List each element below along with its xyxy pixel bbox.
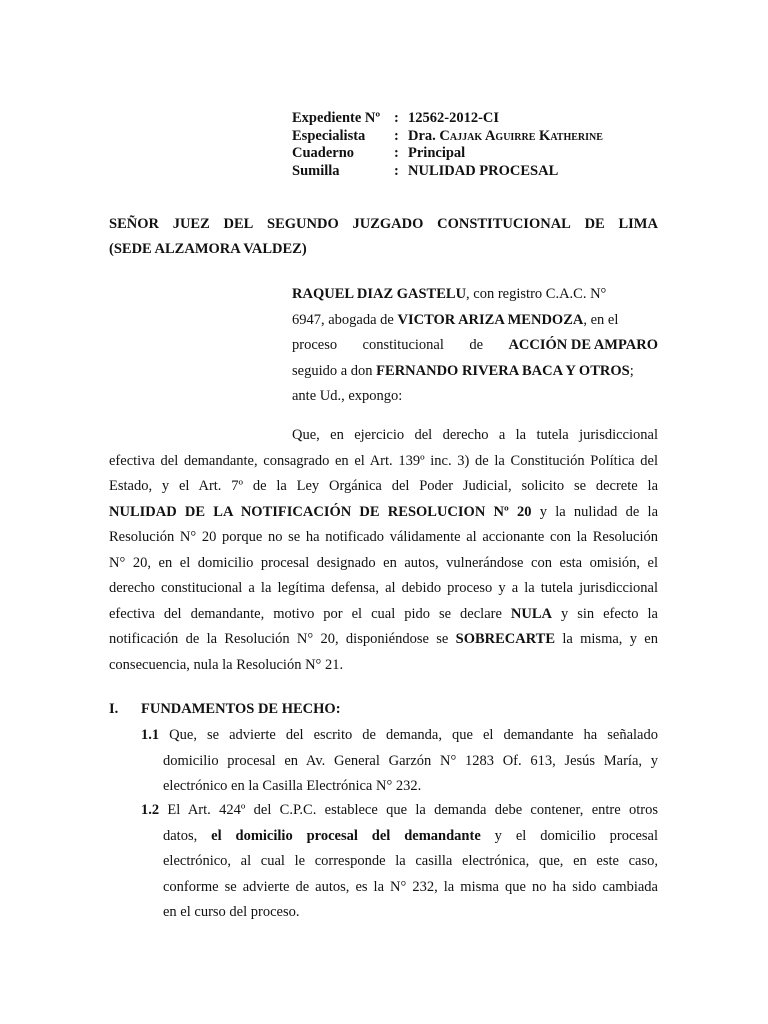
item-line: domicilio procesal en Av. General Garzón N° 1283 Of. 613, Jesús María, y xyxy=(163,752,658,769)
addressee-word: DE xyxy=(584,216,605,232)
petitioner-line xyxy=(292,359,658,385)
header-label: Sumilla xyxy=(292,162,340,179)
section-number: I. xyxy=(109,701,119,717)
item-line xyxy=(141,723,658,749)
petitioner-line-2 xyxy=(292,308,618,334)
addressee-word: LIMA xyxy=(618,216,658,232)
header-value: 12562-2012-CI xyxy=(408,110,500,126)
header-value-specialist-name: Cajjak Aguirre Katherine xyxy=(439,127,603,144)
item-line xyxy=(141,798,658,824)
petitioner-line xyxy=(292,333,658,359)
para-line: N° 20, en el domicilio procesal designado en autos, vulnerándose con esta omisión, el xyxy=(109,554,658,571)
list-item xyxy=(141,798,658,926)
text: 6947, abogada de xyxy=(292,311,398,328)
text: Que, se advierte del escrito de demanda, que el demandante ha señalado xyxy=(159,727,658,743)
item-line: electrónico en la Casilla Electrónica N° 232. xyxy=(163,778,422,794)
item-line: conforme se advierte de autos, es la N° 232, la misma que no ha sido cambiada xyxy=(163,878,658,895)
domicile-phrase: el domicilio procesal del demandante xyxy=(211,827,481,844)
addressee-line-1 xyxy=(109,212,658,237)
section-title: FUNDAMENTOS DE HECHO: xyxy=(141,701,341,717)
sobrecarte-keyword: SOBRECARTE xyxy=(455,631,556,647)
petitioner-line-4 xyxy=(292,359,634,385)
header-row-especialista xyxy=(292,128,603,146)
para-line xyxy=(109,602,658,628)
addressee-word: CONSTITUCIONAL xyxy=(437,216,571,232)
text: , en el xyxy=(583,311,619,328)
text: proceso xyxy=(292,337,338,353)
para-line: derecho constitucional a la legítima defensa, al debido proceso y a la tutela jurisdiccional xyxy=(109,580,658,596)
header-colon: : xyxy=(394,145,399,161)
section-heading xyxy=(109,701,341,718)
header-label: Cuaderno xyxy=(292,145,355,161)
text: constitucional xyxy=(362,337,444,353)
item-line xyxy=(141,824,658,850)
header-colon: : xyxy=(394,110,399,126)
nullity-request: NULIDAD DE LA NOTIFICACIÓN DE RESOLUCION Nº 20 xyxy=(109,503,532,520)
text: El Art. 424º del C.P.C. establece que la demanda debe contener, entre otros xyxy=(159,802,658,818)
item-line: en el curso del proceso. xyxy=(163,904,300,920)
text: la misma, y en xyxy=(555,631,658,647)
text: ; xyxy=(629,362,634,379)
item-line: electrónico, al cual le corresponde la casilla electrónica, que, en este caso, xyxy=(163,853,658,869)
item-number: 1.1 xyxy=(141,727,160,743)
petitioner-line xyxy=(292,282,658,308)
nula-keyword: NULA xyxy=(510,605,552,622)
para-line xyxy=(109,627,658,653)
para-line: Resolución N° 20 porque no se ha notificado válidamente al accionante con la Resolución xyxy=(109,529,658,545)
addressee-line-2: (SEDE ALZAMORA VALDEZ) xyxy=(109,241,307,257)
main-paragraph xyxy=(109,423,658,678)
text: de xyxy=(469,337,483,353)
header-label: Expediente Nº xyxy=(292,110,381,126)
para-line: Estado, y el Art. 7º de la Ley Orgánica del Poder Judicial, solicito se decrete la xyxy=(109,478,658,494)
text: y la nulidad de la xyxy=(531,503,659,520)
list-item xyxy=(141,723,658,800)
header-value-prefix: Dra. xyxy=(408,127,440,144)
header-row-expediente xyxy=(292,110,603,128)
petitioner-line xyxy=(292,308,658,334)
header-row-sumilla xyxy=(292,163,603,181)
item-number: 1.2 xyxy=(141,802,160,818)
header-colon: : xyxy=(394,162,399,179)
para-line: Que, en ejercicio del derecho a la tutela jurisdiccional xyxy=(292,427,658,443)
text: y el domicilio procesal xyxy=(480,827,658,844)
addressee-word: JUZGADO xyxy=(352,216,424,232)
text: y sin efecto la xyxy=(551,605,658,622)
header-value: Principal xyxy=(408,145,466,161)
lawyer-name: RAQUEL DIAZ GASTELU xyxy=(292,286,467,302)
addressee-word: SEÑOR xyxy=(109,216,159,232)
text: notificación de la Resolución N° 20, disponiéndose se xyxy=(109,631,456,647)
text: efectiva del demandante, motivo por el cual pido se declare xyxy=(109,605,511,622)
petitioner-block xyxy=(292,282,658,410)
action-type: ACCIÓN DE AMPARO xyxy=(508,337,658,353)
petitioner-line: ante Ud., expongo: xyxy=(292,388,403,404)
para-line: efectiva del demandante, consagrado en el Art. 139º inc. 3) de la Constitución Política del xyxy=(109,452,658,469)
para-line: consecuencia, nula la Resolución N° 21. xyxy=(109,656,344,673)
header-colon: : xyxy=(394,127,399,144)
addressee xyxy=(109,212,658,262)
header-value: NULIDAD PROCESAL xyxy=(408,162,559,179)
client-name: VICTOR ARIZA MENDOZA xyxy=(397,311,584,328)
text: datos, xyxy=(163,827,212,844)
case-header xyxy=(292,110,603,180)
header-label: Especialista xyxy=(292,127,366,144)
petitioner-line-1 xyxy=(292,282,606,308)
defendant-name: FERNANDO RIVERA BACA Y OTROS xyxy=(376,362,630,379)
text: , con registro C.A.C. N° xyxy=(466,286,607,302)
para-line xyxy=(109,500,658,526)
addressee-word: DEL xyxy=(223,216,254,232)
addressee-word: JUEZ xyxy=(172,216,210,232)
text: seguido a don xyxy=(292,362,377,379)
addressee-word: SEGUNDO xyxy=(267,216,339,232)
header-row-cuaderno xyxy=(292,145,603,163)
header-value xyxy=(408,128,603,146)
